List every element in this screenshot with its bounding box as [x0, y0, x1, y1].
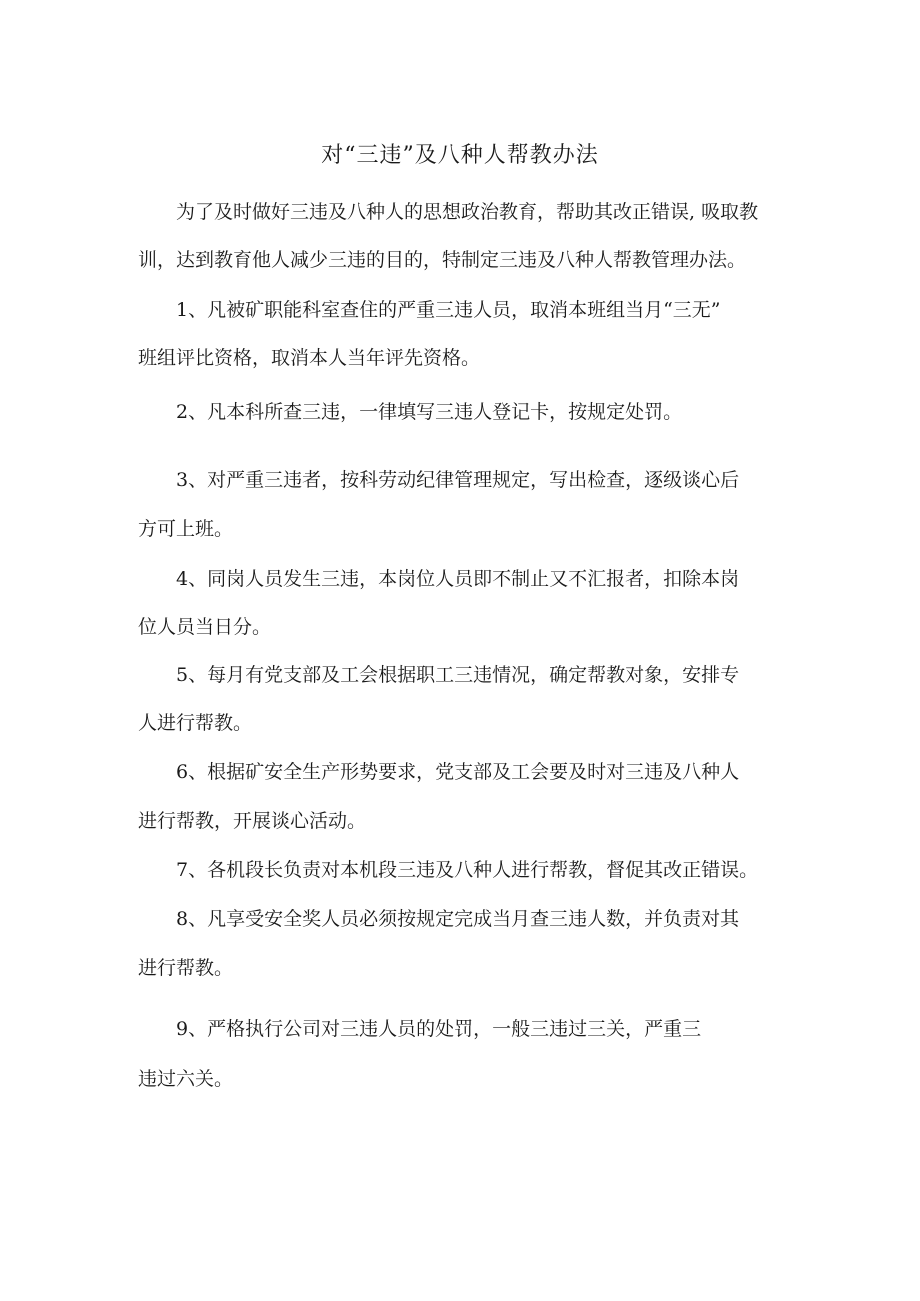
rule-item-6-line-1: 6、根据矿安全生产形势要求，党支部及工会要及时对三违及八种人 — [176, 761, 740, 783]
rule-item-5-line-1: 5、每月有党支部及工会根据职工三违情况，确定帮教对象，安排专 — [176, 664, 740, 686]
rule-item-1-line-2: 班组评比资格，取消本人当年评先资格。 — [138, 347, 481, 369]
rule-item-9-line-1: 9、严格执行公司对三违人员的处罚，一般三违过三关，严重三 — [176, 1018, 702, 1040]
rule-item-8-line-2: 进行帮教。 — [138, 957, 234, 979]
rule-item-6-line-2: 进行帮教，开展谈心活动。 — [138, 810, 367, 832]
rule-item-5-line-2: 人进行帮教。 — [138, 712, 253, 734]
rule-item-3-line-1: 3、对严重三违者，按科劳动纪律管理规定，写出检查，逐级谈心后 — [176, 469, 740, 491]
rule-item-9-line-2: 违过六关。 — [138, 1068, 234, 1090]
rule-item-2-line-1: 2、凡本科所查三违，一律填写三违人登记卡，按规定处罚。 — [176, 401, 683, 423]
intro-line-2: 训，达到教育他人减少三违的目的，特制定三违及八种人帮教管理办法。 — [138, 249, 747, 271]
rule-item-4-line-1: 4、同岗人员发生三违，本岗位人员即不制止又不汇报者，扣除本岗 — [176, 568, 740, 590]
document-title: 对“三违”及八种人帮教办法 — [321, 143, 599, 168]
rule-item-4-line-2: 位人员当日分。 — [138, 616, 272, 638]
rule-item-7-line-1: 7、各机段长负责对本机段三违及八种人进行帮教，督促其改正错误。 — [176, 859, 759, 881]
rule-item-3-line-2: 方可上班。 — [138, 518, 234, 540]
rule-item-8-line-1: 8、凡享受安全奖人员必须按规定完成当月查三违人数，并负责对其 — [176, 908, 740, 930]
intro-line-1: 为了及时做好三违及八种人的思想政治教育，帮助其改正错误, 吸取教 — [176, 201, 759, 223]
rule-item-1-line-1: 1、凡被矿职能科室查住的严重三违人员，取消本班组当月“三无” — [176, 299, 721, 321]
